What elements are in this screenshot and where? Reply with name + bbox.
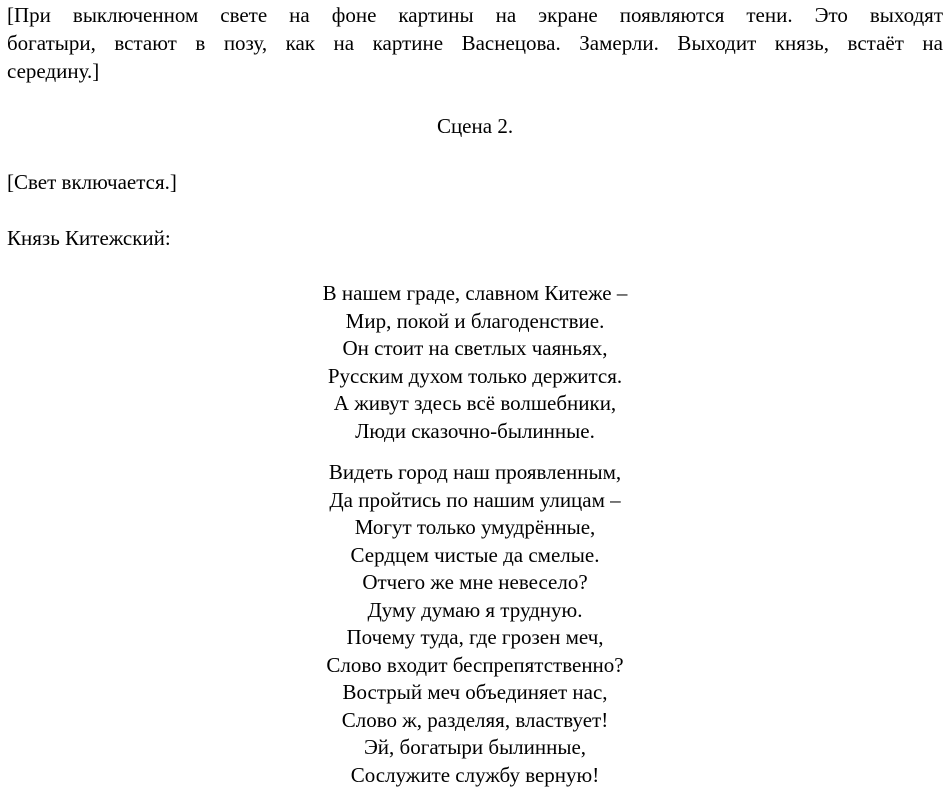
intro-stage-direction — [7, 1, 943, 85]
intro-line-3: середину.] — [7, 59, 100, 83]
intro-line-1: [При выключенном свете на фоне картины на экране появляются тени. Это выходят — [7, 3, 943, 27]
verse-line: Да пройтись по нашим улицам – — [329, 487, 621, 512]
verse-line: Сослужите службу верную! — [350, 762, 600, 787]
speaker-name: Князь Китежский: — [7, 226, 171, 250]
verse-line: Эй, богатыри былинные, — [363, 735, 587, 759]
verse-line: Слово ж, разделяя, властвует! — [341, 707, 609, 732]
verse-line: В нашем граде, славном Китеже – — [322, 281, 628, 305]
verse-line: Вострый меч объединяет нас, — [342, 680, 608, 704]
verse-line: Сердцем чистые да смелые. — [350, 542, 600, 567]
verse-line: Мир, покой и благоденствие. — [345, 308, 605, 333]
verse-line: А живут здесь всё волшебники, — [333, 391, 617, 415]
verse-line: Могут только умудрённые, — [354, 515, 596, 539]
verse-stanza-1 — [7, 280, 943, 445]
verse-line: Русским духом только держится. — [327, 363, 623, 388]
verse-stanza-2 — [7, 459, 943, 789]
intro-line-2: богатыри, встают в позу, как на картине Васнецова. Замерли. Выходит князь, встаёт на — [7, 31, 943, 55]
stage-direction: [Свет включается.] — [7, 170, 177, 194]
verse-line: Слово входит беспрепятственно? — [326, 652, 624, 677]
verse-line: Почему туда, где грозен меч, — [346, 625, 604, 649]
scene-title: Сцена 2. — [436, 114, 514, 138]
verse-line: Люди сказочно-былинные. — [355, 418, 595, 443]
verse-line: Думу думаю я трудную. — [367, 597, 583, 622]
verse-line: Видеть город наш проявленным, — [328, 460, 622, 484]
verse-line: Он стоит на светлых чаяньях, — [342, 336, 608, 360]
document-page — [7, 0, 943, 787]
verse-line: Отчего же мне невесело? — [362, 570, 588, 594]
